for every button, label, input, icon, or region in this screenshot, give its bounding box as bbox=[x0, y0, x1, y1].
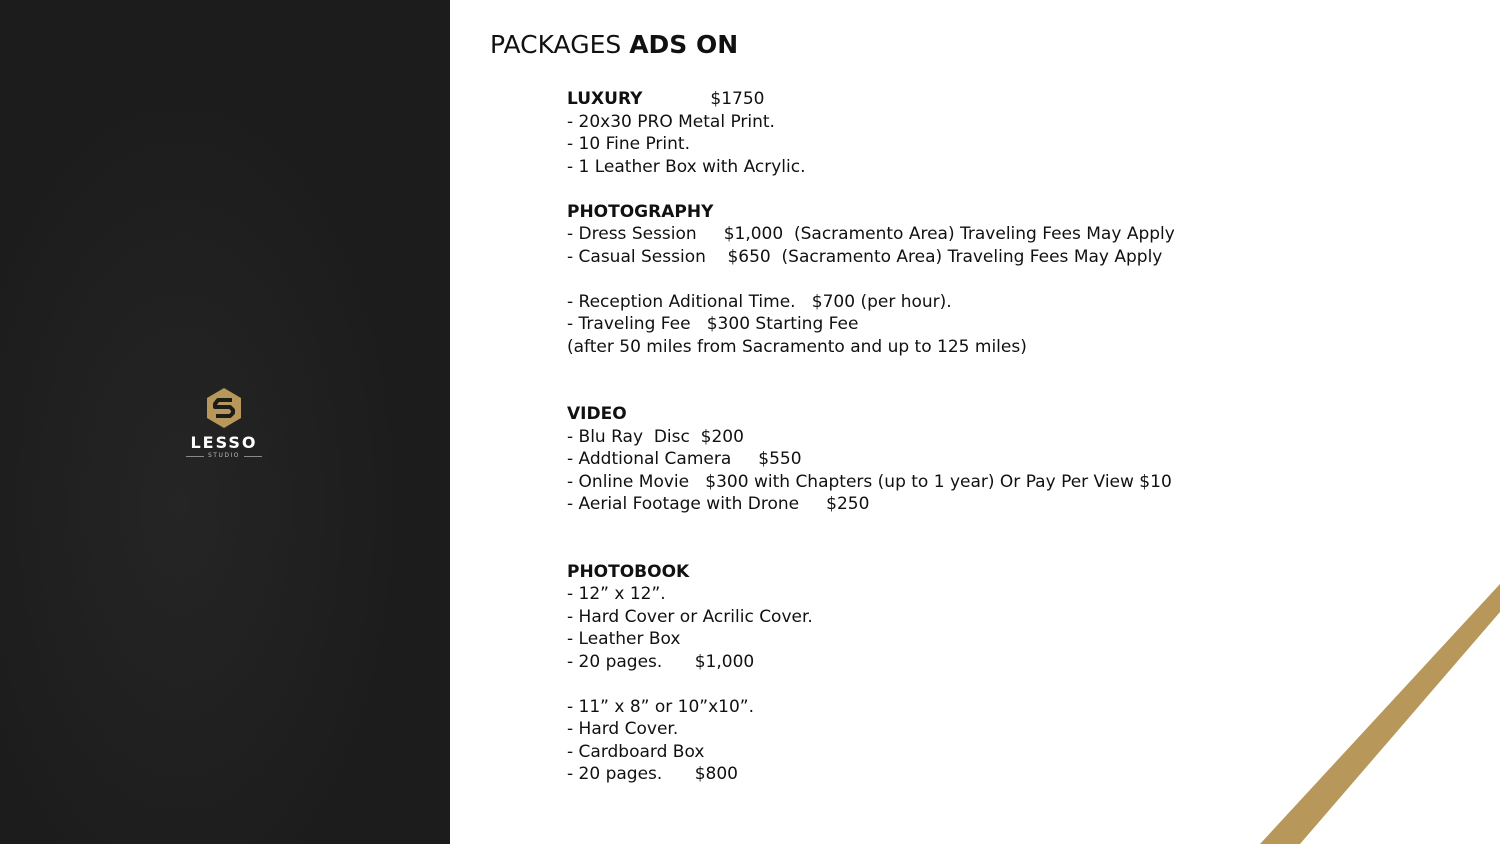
luxury-price: $1750 bbox=[710, 89, 765, 109]
list-item: - 10 Fine Print. bbox=[567, 134, 690, 154]
brand-sub-text: STUDIO bbox=[208, 452, 240, 459]
list-item: - 20 pages. $1,000 bbox=[567, 651, 755, 672]
list-item: - 1 Leather Box with Acrylic. bbox=[567, 156, 806, 177]
list-item: - Traveling Fee $300 Starting Fee bbox=[567, 314, 859, 334]
list-item: - Online Movie $300 with Chapters (up to 1 year) Or Pay Per View $10 bbox=[567, 471, 1172, 492]
list-item: - Reception Aditional Time. $700 (per hour). bbox=[567, 291, 952, 312]
video-heading: VIDEO bbox=[567, 404, 627, 424]
list-item: - Casual Session $650 (Sacramento Area) Traveling Fees May Apply bbox=[567, 246, 1163, 267]
list-item: - 20x30 PRO Metal Print. bbox=[567, 111, 775, 132]
list-item: - Aerial Footage with Drone $250 bbox=[567, 494, 870, 514]
luxury-heading: LUXURY bbox=[567, 89, 643, 109]
list-item: - Blu Ray Disc $200 bbox=[567, 426, 744, 447]
list-item: - 20 pages. $800 bbox=[567, 764, 738, 784]
photobook-heading: PHOTOBOOK bbox=[567, 561, 690, 582]
list-item: (after 50 miles from Sacramento and up to 125 miles) bbox=[567, 336, 1027, 357]
list-item: - Addtional Camera $550 bbox=[567, 449, 802, 469]
list-item: - 12” x 12”. bbox=[567, 584, 666, 604]
photography-heading: PHOTOGRAPHY bbox=[567, 201, 714, 222]
list-item: - Cardboard Box bbox=[567, 741, 705, 762]
page-title-regular: PACKAGES bbox=[490, 30, 622, 59]
list-item: - Hard Cover or Acrilic Cover. bbox=[567, 606, 813, 627]
list-item: - Hard Cover. bbox=[567, 719, 679, 739]
list-item: - Dress Session $1,000 (Sacramento Area) Traveling Fees May Apply bbox=[567, 224, 1175, 244]
brand-name: LESSO bbox=[190, 433, 258, 452]
list-item: - 11” x 8” or 10”x10”. bbox=[567, 696, 755, 717]
list-item: - Leather Box bbox=[567, 629, 681, 649]
page-title-bold: ADS ON bbox=[629, 30, 739, 59]
